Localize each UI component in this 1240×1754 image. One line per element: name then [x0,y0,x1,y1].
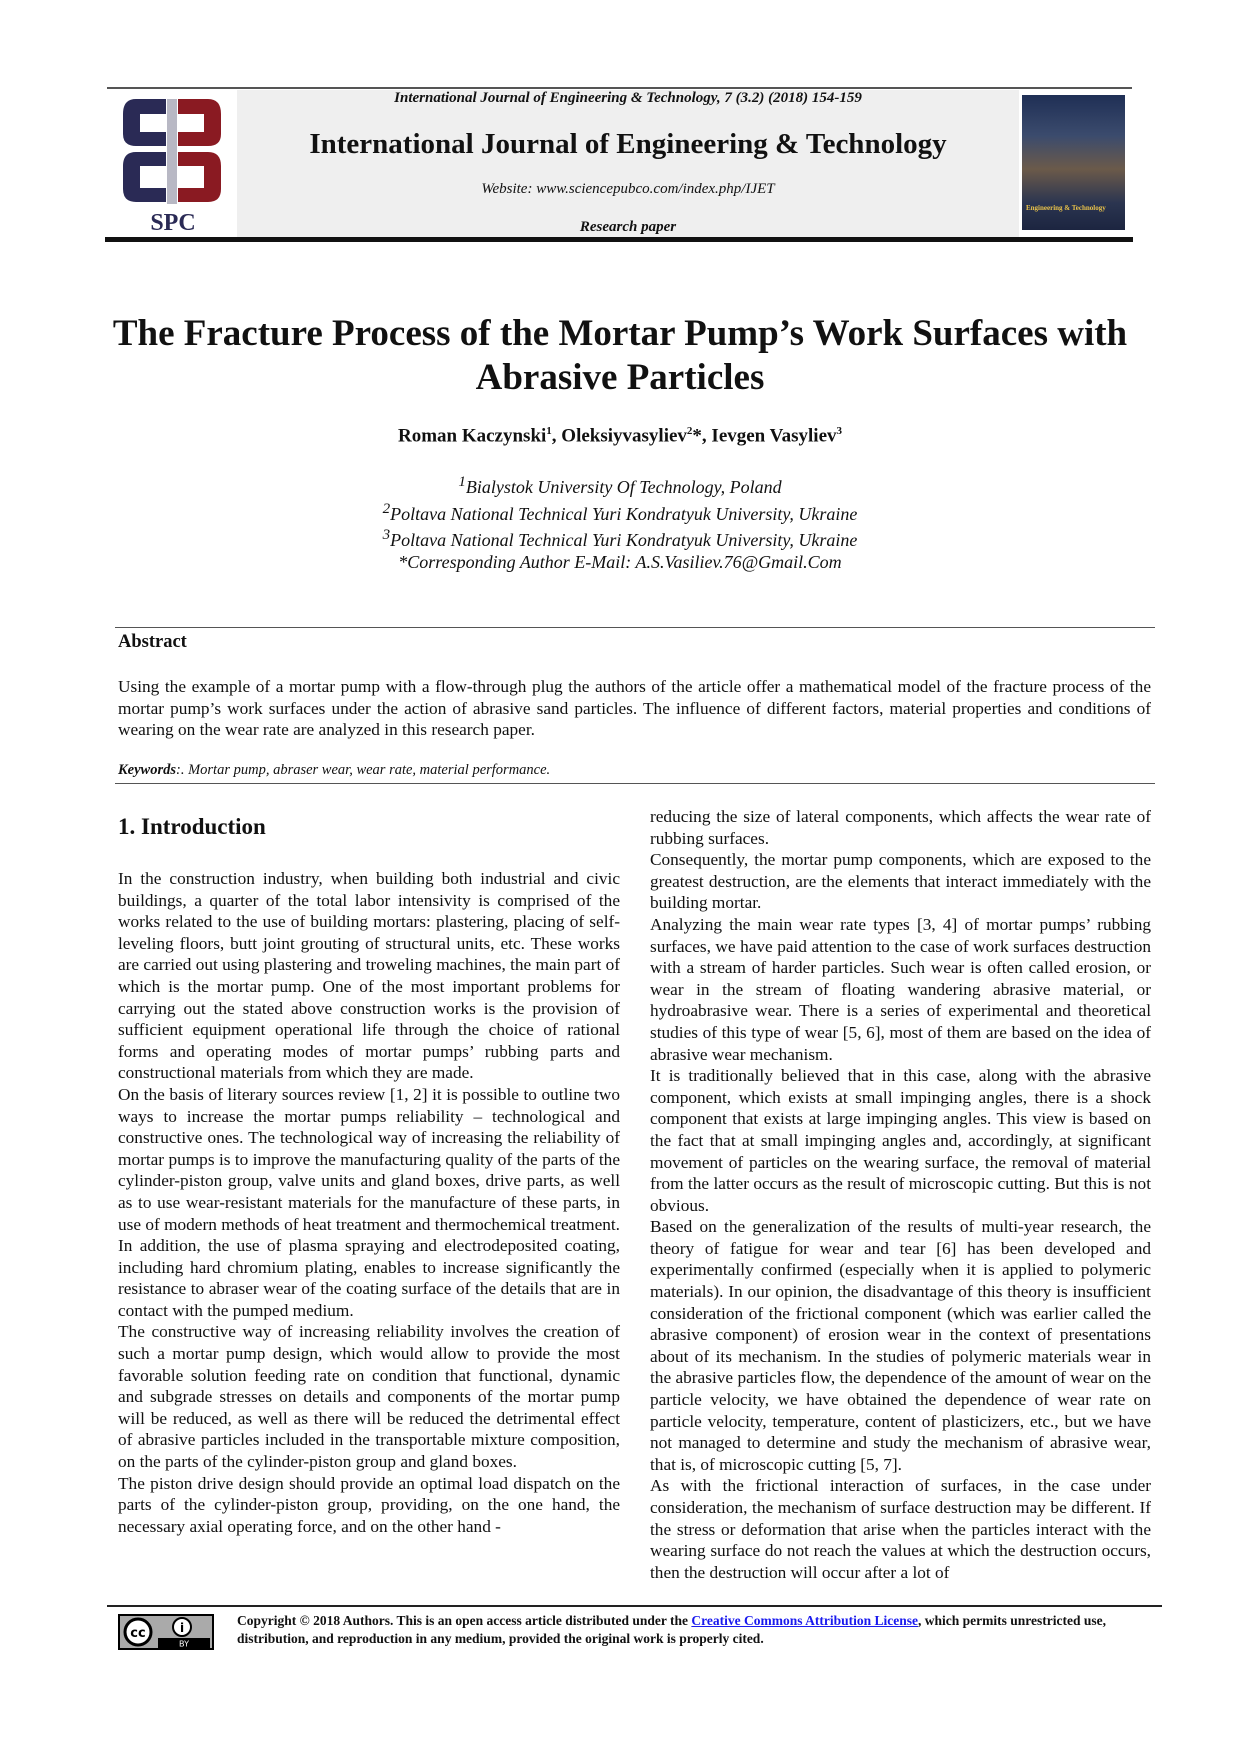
author: Roman Kaczynski [397,425,547,447]
paragraph: It is traditionally believed that in this case, along with the abrasive component, which exists at small impinging angles, there is a shock component that exists at large impinging angles. This view is based on the fact that at small impinging angles and, accordingly, at significant movement of particles on the wearing surface, the removal of material from the latter occurs as the result of microscopic cutting. But this is not obvious. [650,1066,1151,1215]
affiliation [0,499,1240,526]
header-band [237,90,1019,238]
author-sup: 3 [836,425,843,437]
paragraph: The piston drive design should provide an optimal load dispatch on the parts of the cylinder-piston group, providing, on the one hand, the necessary axial operating force, and on the other hand - [118,1473,620,1536]
affiliation [0,472,1240,499]
author-sup: 1 [546,425,552,437]
author: , Oleksiyvasyliev [551,425,687,447]
aff-sup: 1 [458,474,466,490]
copyright-notice [237,1612,1152,1648]
copyright-text: Copyright © 2018 Authors. This is an open access article distributed under the [237,1613,692,1628]
paragraph: On the basis of literary sources review [1, 2] it is possible to outline two ways to increase the mortar pumps reliability – technological and constructive ones. The technological way of increasing the reliability of mortar pumps is to improve the manufacturing quality of the parts of the cylinder-piston group, valve units and gland boxes, drive parts, as well as to use wear-resistant materials for the manufacture of these parts, in use of modern methods of heat treatment and thermochemical treatment. In addition, the use of plasma spraying and electrodeposited coating, including hard chromium plating, enables to increase significantly the resistance to abraser wear of the coating surface of the details that are in contact with the pumped medium. [118,1084,620,1320]
aff-text: Poltava National Technical Yuri Kondratyuk University, Ukraine [390,503,858,524]
aff-text: Poltava National Technical Yuri Kondratyuk University, Ukraine [390,530,858,550]
journal-cover-image [1022,95,1125,230]
paragraph: In the construction industry, when building both industrial and civic buildings, a quarter of the total labor intensivity is comprised of the works related to the use of building mortars: plastering, placing of self-leveling floors, butt joint grouting of structural units, etc. These works are carried out using plastering and troweling machines, the main part of which is the mortar pump. One of the most important problems for carrying out the stated above construction works is the provision of sufficient equipment operational life through the choice of rational forms and operating modes of mortar pumps’ rubbing parts and constructional materials from which they are made. [118,869,620,1083]
header-top-rule [107,87,1132,89]
author-list [0,425,1240,447]
title-line: The Fracture Process of the Mortar Pump’s Work Surfaces with [112,313,1128,354]
title-line: Abrasive Particles [475,357,765,398]
paper-title [60,312,1180,400]
spc-logo [118,94,228,234]
author: *, Ievgen Vasyliev [692,425,837,447]
journal-title: International Journal of Engineering & Technology [309,128,947,160]
cc-by-license-badge[interactable] [118,1614,214,1650]
keywords-label: Keywords [118,762,176,778]
paragraph: reducing the size of lateral components, which affects the wear rate of rubbing surfaces. [650,807,1151,848]
keywords-text: :. Mortar pump, abraser wear, wear rate, material performance. [176,762,551,778]
cover-text: Engineering & Technology [1026,204,1106,212]
svg-text:i: i [179,1621,185,1635]
paper-type: Research paper [579,219,677,235]
cc-badge-text: BY [179,1639,189,1648]
license-link[interactable]: Creative Commons Attribution License [691,1613,918,1628]
affiliations [0,472,1240,573]
journal-citation: International Journal of Engineering & Technology, 7 (3.2) (2018) 154-159 [394,90,862,106]
keywords [118,762,550,779]
svg-text:cc: cc [130,1626,146,1641]
copyright-text: , which permits unrestricted use, distribution, and reproduction in any medium, provided the original work is properly cited. [237,1613,1106,1646]
aff-text: Bialystok University Of Technology, Poland [465,477,782,497]
aff-sup: 2 [382,500,391,517]
abstract-top-rule [115,627,1155,628]
header-bottom-rule [105,237,1133,242]
footer-rule [107,1605,1162,1607]
cc-icon [120,1616,212,1648]
abstract-text: Using the example of a mortar pump with a flow-through plug the authors of the article offer a mathematical model of the fracture process of the mortar pump’s work surfaces under the action of abrasive sand particles. The influence of different factors, material properties and conditions of wearing on the wear rate are analyzed in this research paper. [118,677,1151,740]
affiliation [0,525,1240,552]
section-heading-introduction: 1. Introduction [118,814,266,839]
paragraph: Consequently, the mortar pump components, which are exposed to the greatest destruction, are the elements that interact immediately with the building mortar. [650,850,1151,913]
paragraph: Based on the generalization of the results of multi-year research, the theory of fatigue for wear and tear [6] has been developed and experimentally confirmed (especially when it is applied to polymeric materials). In our opinion, the disadvantage of this theory is insufficient consideration of the frictional component (which was earlier called the abrasive component) of erosion wear in the context of presentations about of its mechanism. In the studies of polymeric materials wear in the abrasive particles flow, the dependence of the amount of wear on the particle velocity, we have obtained the dependence of wear rate on particle velocity, temperature, content of plasticizers, etc., but we have not managed to determine and study the mechanism of abrasive wear, that is, of microscopic cutting [5, 7]. [650,1217,1151,1474]
author-sup: 2 [686,425,693,437]
paragraph: Analyzing the main wear rate types [3, 4] of mortar pumps’ rubbing surfaces, we have paid attention to the case of work surfaces destruction with a stream of harder particles. Such wear is often called erosion, or wear in the stream of floating wandering abrasive material, or hydroabrasive wear. There is a series of experimental and theoretical studies of this type of wear [5, 6], most of them are based on the idea of abrasive wear mechanism. [650,914,1151,1064]
abstract-heading: Abstract [118,632,187,652]
paragraph: As with the frictional interaction of surfaces, in the case under consideration, the mechanism of surface destruction may be different. If the stress or deformation that arise when the particles interact with the wearing surface do not reach the values at which the destruction occurs, then the destruction will occur after a lot of [650,1476,1151,1582]
aff-sup: 3 [382,527,391,543]
keywords-bottom-rule [115,783,1155,784]
right-column [650,806,1151,1583]
corresponding-author: *Corresponding Author E-Mail: A.S.Vasiliev.76@Gmail.Com [398,551,842,572]
left-column [118,868,620,1537]
logo-text: SPC [150,210,196,234]
journal-website[interactable]: Website: www.sciencepubco.com/index.php/IJET [481,181,775,197]
paragraph: The constructive way of increasing reliability involves the creation of such a mortar pump design, which would allow to provide the most favorable solution feeding rate on condition that functional, dynamic and subgrade stresses on details and components of the mortar pump will be reduced, as well as there will be reduced the detrimental effect of abrasive particles included in the transportable mixture composition, on the parts of the cylinder-piston group and gland boxes. [118,1322,620,1472]
